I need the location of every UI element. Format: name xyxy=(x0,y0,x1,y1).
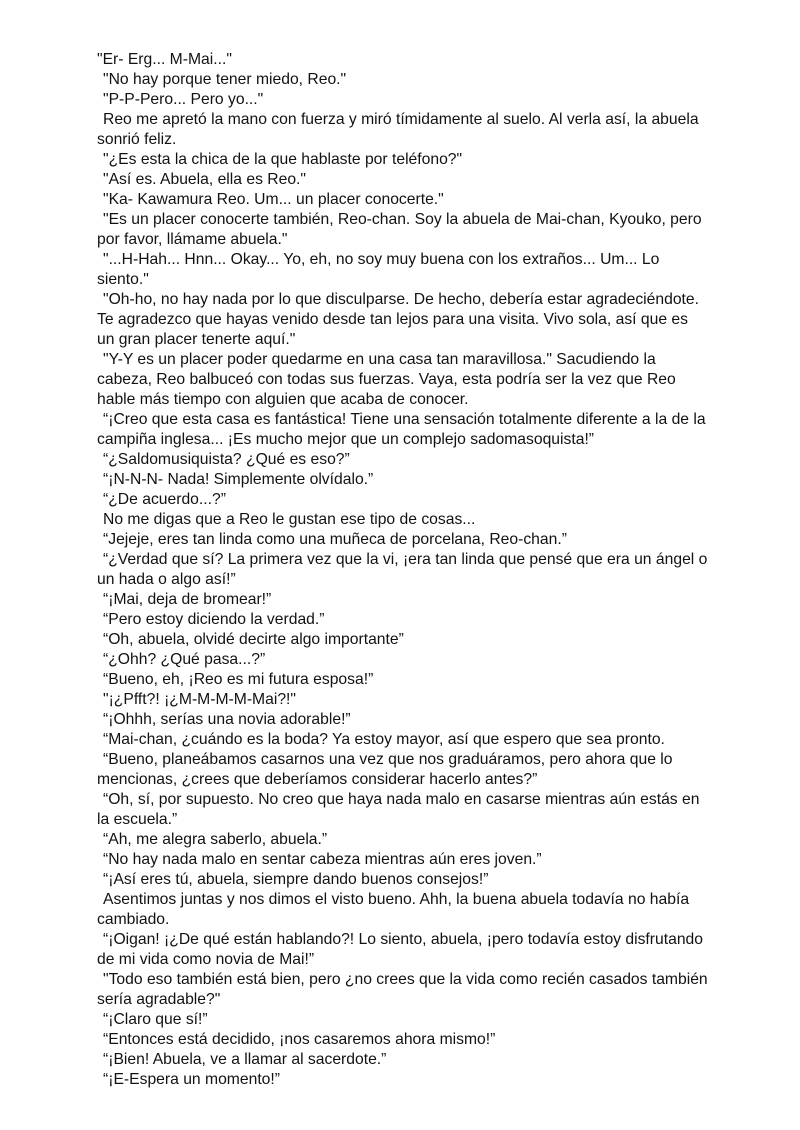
text-content xyxy=(97,50,708,1090)
paragraph: “¡Bien! Abuela, ve a llamar al sacerdote.” xyxy=(103,1051,387,1068)
paragraph: “¡Creo que esta casa es fantástica! Tiene una sensación totalmente diferente a la de la campiña inglesa... ¡Es mucho mejor que un complejo sadomasoquista!” xyxy=(97,411,706,448)
paragraph: “Ah, me alegra saberlo, abuela.” xyxy=(103,831,328,848)
paragraph: “¿Saldomusiquista? ¿Qué es eso?” xyxy=(103,451,350,468)
paragraph: “¿Ohh? ¿Qué pasa...?” xyxy=(103,651,266,668)
paragraph: “¡E-Espera un momento!” xyxy=(103,1071,280,1088)
paragraph: "Oh-ho, no hay nada por lo que disculparse. De hecho, debería estar agradeciéndote. Te agradezco que hayas venido desde tan lejos para una visita. Vivo sola, así que es un gran placer tenerte aquí." xyxy=(97,291,699,348)
paragraph: “¡Ohhh, serías una novia adorable!” xyxy=(103,711,351,728)
paragraph: "¡¿Pfft?! ¡¿M-M-M-M-Mai?!" xyxy=(103,691,296,708)
paragraph: Reo me apretó la mano con fuerza y miró tímidamente al suelo. Al verla así, la abuela sonrió feliz. xyxy=(97,111,699,148)
paragraph: "P-P-Pero... Pero yo..." xyxy=(103,91,264,108)
paragraph: “¡Claro que sí!” xyxy=(103,1011,208,1028)
paragraph: “Pero estoy diciendo la verdad.” xyxy=(103,611,325,628)
paragraph: “Bueno, planeábamos casarnos una vez que nos graduáramos, pero ahora que lo mencionas, ¿crees que deberíamos considerar hacerlo antes?” xyxy=(97,751,673,788)
paragraph: “¿Verdad que sí? La primera vez que la vi, ¡era tan linda que pensé que era un ángel o un hada o algo así!” xyxy=(97,551,708,588)
paragraph: Asentimos juntas y nos dimos el visto bueno. Ahh, la buena abuela todavía no había cambiado. xyxy=(97,891,690,928)
paragraph: “Bueno, eh, ¡Reo es mi futura esposa!” xyxy=(103,671,374,688)
paragraph: "Y-Y es un placer poder quedarme en una casa tan maravillosa." Sacudiendo la cabeza, Reo balbuceó con todas sus fuerzas. Vaya, esta podría ser la vez que Reo hable más tiempo con alguien que acaba de conocer. xyxy=(97,351,676,408)
paragraph: “¿De acuerdo...?” xyxy=(103,491,226,508)
paragraph: "Ka- Kawamura Reo. Um... un placer conocerte." xyxy=(103,191,444,208)
paragraph: "¿Es esta la chica de la que hablaste por teléfono?" xyxy=(103,151,463,168)
paragraph: "No hay porque tener miedo, Reo." xyxy=(103,71,347,88)
paragraph: “¡Mai, deja de bromear!” xyxy=(103,591,272,608)
paragraph: “Oh, abuela, olvidé decirte algo importante” xyxy=(103,631,404,648)
paragraph: "Er- Erg... M-Mai..." xyxy=(97,51,232,68)
paragraph: "Es un placer conocerte también, Reo-chan. Soy la abuela de Mai-chan, Kyouko, pero por favor, llámame abuela." xyxy=(97,211,702,248)
paragraph: “Jejeje, eres tan linda como una muñeca de porcelana, Reo-chan.” xyxy=(103,531,567,548)
paragraph: “¡Oigan! ¡¿De qué están hablando?! Lo siento, abuela, ¡pero todavía estoy disfrutando de mi vida como novia de Mai!” xyxy=(97,931,703,968)
paragraph: “Oh, sí, por supuesto. No creo que haya nada malo en casarse mientras aún estás en la escuela.” xyxy=(97,791,700,828)
paragraph: "Todo eso también está bien, pero ¿no crees que la vida como recién casados también sería agradable?" xyxy=(97,971,708,1008)
paragraph: “No hay nada malo en sentar cabeza mientras aún eres joven.” xyxy=(103,851,542,868)
paragraph: “Entonces está decidido, ¡nos casaremos ahora mismo!” xyxy=(103,1031,496,1048)
paragraph: "...H-Hah... Hnn... Okay... Yo, eh, no soy muy buena con los extraños... Um... Lo siento." xyxy=(97,251,660,288)
paragraph: “Mai-chan, ¿cuándo es la boda? Ya estoy mayor, así que espero que sea pronto. xyxy=(103,731,665,748)
paragraph: No me digas que a Reo le gustan ese tipo de cosas... xyxy=(103,511,476,528)
paragraph: "Así es. Abuela, ella es Reo." xyxy=(103,171,306,188)
paragraph: “¡Así eres tú, abuela, siempre dando buenos consejos!” xyxy=(103,871,489,888)
paragraph: “¡N-N-N- Nada! Simplemente olvídalo.” xyxy=(103,471,374,488)
